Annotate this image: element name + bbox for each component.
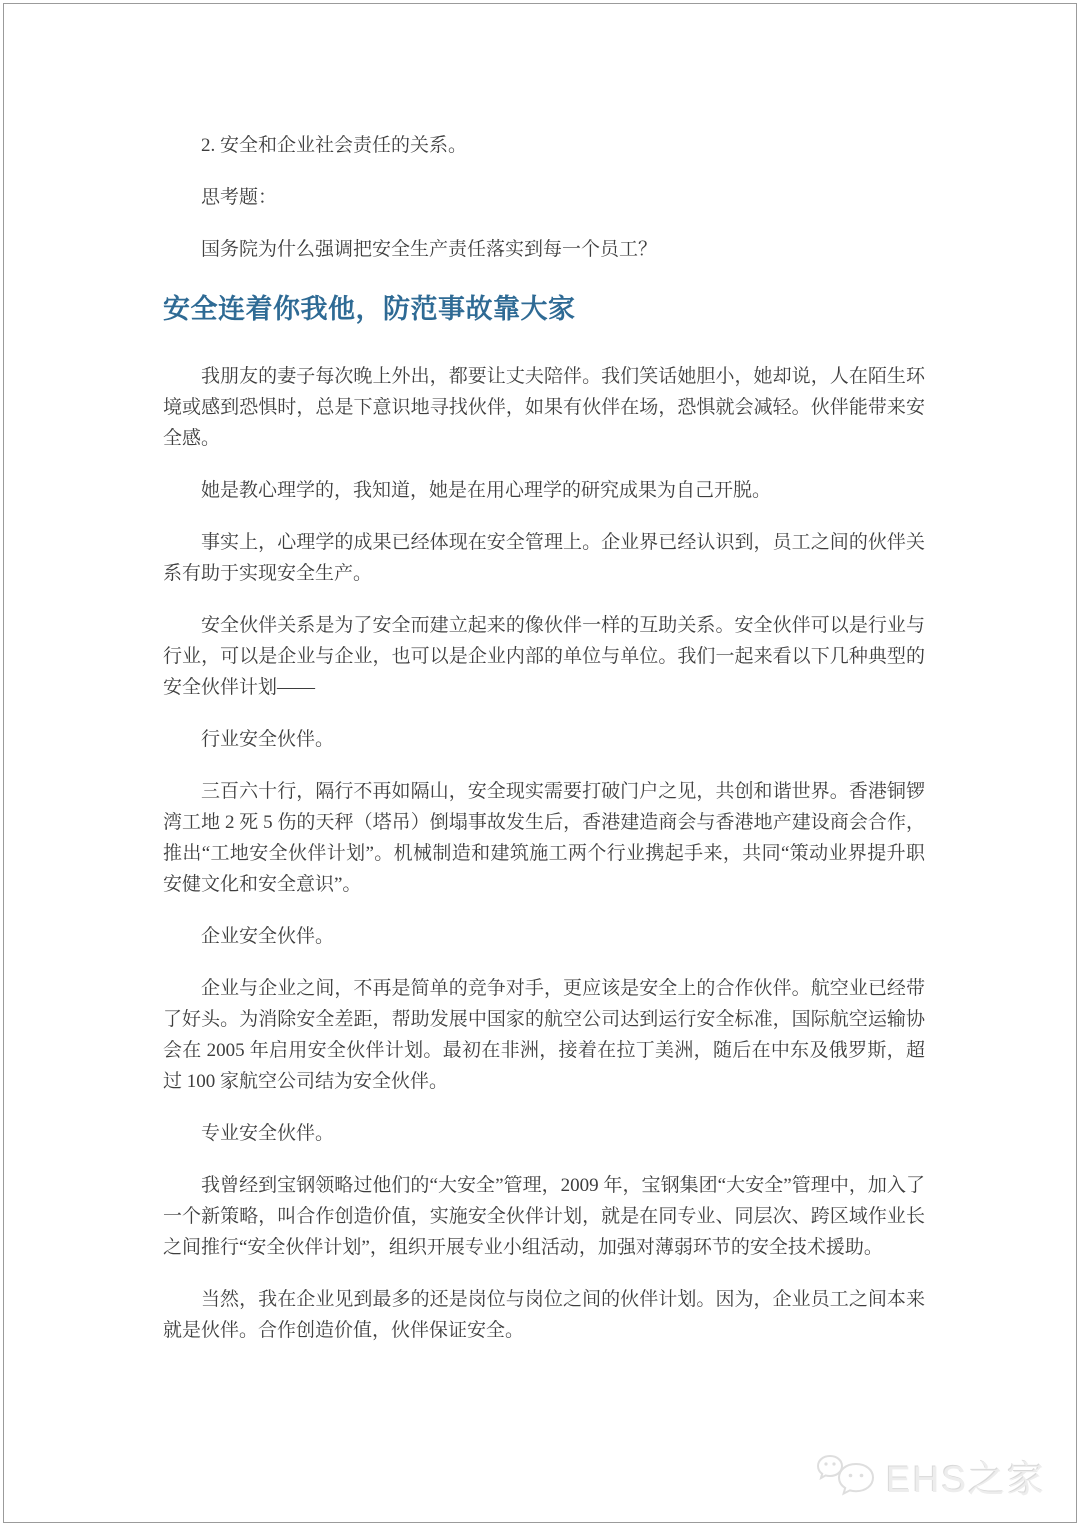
paragraph: 思考题： <box>201 187 278 208</box>
paragraph: 安全伙伴关系是为了安全而建立起来的像伙伴一样的互助关系。安全伙伴可以是行业与行业，可以是企业与企业，也可以是企业内部的单位与单位。我们一起来看以下几种典型的安全伙伴计划—— <box>163 615 925 698</box>
wechat-icon <box>816 1450 878 1502</box>
section-heading: 安全连着你我他，防范事故靠大家 <box>163 294 576 324</box>
paragraph: 企业与企业之间，不再是简单的竞争对手，更应该是安全上的合作伙伴。航空业已经带了好头。为消除安全差距，帮助发展中国家的航空公司达到运行安全标准，国际航空运输协会在 2005 年启用安全伙伴计划。最初在非洲，接着在拉丁美洲，随后在中东及俄罗斯，超过 100 家航空公司结为安全伙伴。 <box>163 978 925 1092</box>
document-body <box>163 130 925 1367</box>
paragraph: 我曾经到宝钢领略过他们的“大安全”管理，2009 年，宝钢集团“大安全”管理中，加入了一个新策略，叫合作创造价值，实施安全伙伴计划，就是在同专业、同层次、跨区域作业长之间推行“安全伙伴计划”，组织开展专业小组活动，加强对薄弱环节的安全技术援助。 <box>163 1175 925 1258</box>
paragraph: 专业安全伙伴。 <box>201 1123 335 1144</box>
paragraph: 国务院为什么强调把安全生产责任落实到每一个员工？ <box>201 239 658 260</box>
paragraph: 我朋友的妻子每次晚上外出，都要让丈夫陪伴。我们笑话她胆小，她却说，人在陌生环境或感到恐惧时，总是下意识地寻找伙伴，如果有伙伴在场，恐惧就会减轻。伙伴能带来安全感。 <box>163 366 925 449</box>
paragraph: 她是教心理学的，我知道，她是在用心理学的研究成果为自己开脱。 <box>201 480 772 501</box>
watermark <box>816 1449 1046 1503</box>
paragraph: 企业安全伙伴。 <box>201 926 335 947</box>
paragraph: 事实上，心理学的成果已经体现在安全管理上。企业界已经认识到，员工之间的伙伴关系有助于实现安全生产。 <box>163 532 925 584</box>
paragraph: 三百六十行，隔行不再如隔山，安全现实需要打破门户之见，共创和谐世界。香港铜锣湾工地 2 死 5 伤的天秤（塔吊）倒塌事故发生后，香港建造商会与香港地产建设商会合作，推出“工地安全伙伴计划”。机械制造和建筑施工两个行业携起手来，共同“策动业界提升职安健文化和安全意识”。 <box>163 781 925 895</box>
paragraph: 当然，我在企业见到最多的还是岗位与岗位之间的伙伴计划。因为，企业员工之间本来就是伙伴。合作创造价值，伙伴保证安全。 <box>163 1289 925 1341</box>
watermark-label: EHS之家 <box>885 1459 1046 1500</box>
paragraph: 2. 安全和企业社会责任的关系。 <box>201 135 468 156</box>
paragraph: 行业安全伙伴。 <box>201 729 335 750</box>
